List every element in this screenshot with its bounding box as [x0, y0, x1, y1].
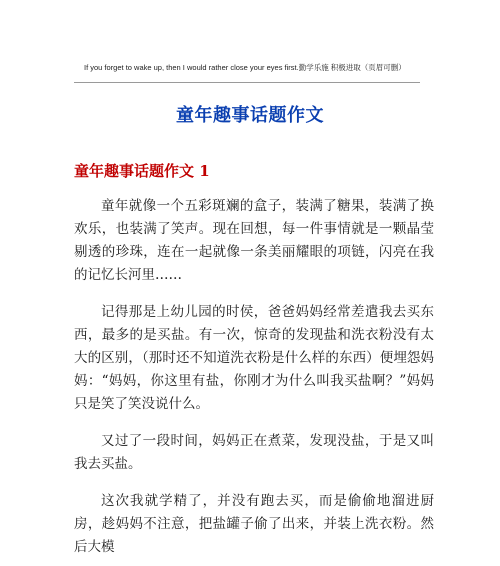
header-divider — [74, 82, 420, 83]
paragraph: 记得那是上幼儿园的时侯，爸爸妈妈经常差遣我去买东西，最多的是买盐。有一次，惊奇的发现盐和洗衣粉没有太大的区别，（那时还不知道洗衣粉是什么样的东西）便埋怨妈妈：“妈妈，你这里有盐，你刚才为什么叫我买盐啊？”妈妈只是笑了笑没说什么。 — [74, 304, 434, 412]
document-title: 童年趣事话题作文 — [176, 105, 324, 126]
document-body — [74, 195, 434, 559]
paragraph: 又过了一段时间，妈妈正在煮菜，发现没盐，于是又叫我去买盐。 — [74, 433, 434, 472]
paragraph: 这次我就学精了，并没有跑去买，而是偷偷地溜进厨房，趁妈妈不注意，把盐罐子偷了出来，并装上洗衣粉。然后大模 — [74, 493, 434, 555]
paragraph: 童年就像一个五彩斑斓的盒子，装满了糖果，装满了换欢乐，也装满了笑声。现在回想，每一件事情就是一颗晶莹剔透的珍珠，连在一起就像一条美丽耀眼的项链，闪亮在我的记忆长河里…… — [74, 198, 434, 283]
section-heading: 童年趣事话题作文 1 — [74, 162, 210, 180]
page-header: If you forget to wake up, then I would rather close your eyes first.勤学乐施 积极进取（页眉可删） — [84, 63, 406, 72]
